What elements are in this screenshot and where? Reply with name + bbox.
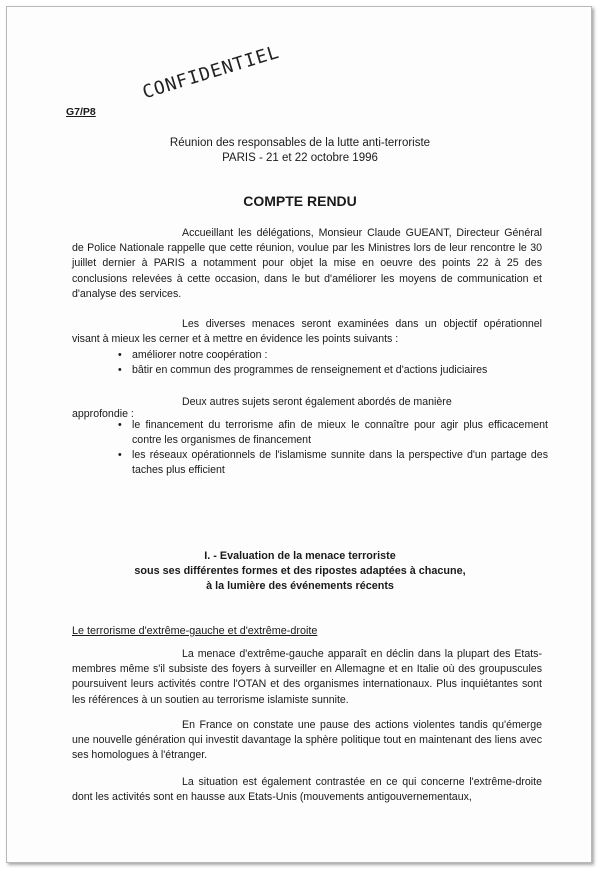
list-item: • le financement du terrorisme afin de mieux le connaître pour agir plus efficacement contre les organismes de financement (118, 418, 548, 448)
paragraph-other-subjects-label: approfondie : (72, 408, 134, 420)
paragraph-far-right: La situation est également contrastée en ce qui concerne l'extrême-droite dont les activités sont en hausse aux Etats-Unis (mouvements antigouvernementaux, (72, 776, 542, 804)
paragraph-other-subjects: Deux autres sujets seront également abordés de manière (182, 396, 452, 408)
paragraph-threats: Les diverses menaces seront examinées dans un objectif opérationnel visant à mieux les cerner et à mettre en évidence les points suivants : (72, 318, 542, 346)
section-subtitle-2: à la lumière des événements récents (206, 580, 394, 592)
list-item: • les réseaux opérationnels de l'islamisme sunnite dans la perspective d'un partage des taches plus efficient (118, 448, 548, 478)
paragraph-welcome: Accueillant les délégations, Monsieur Claude GUEANT, Directeur Général de Police Nationale rappelle que cette réunion, voulue par les Ministres lors de leur rencontre le 30 juillet dernier à PARIS a notamment pour objet la mise en oeuvre des points 22 à 25 des conclusions relevées à cette occasion, dans le but d'améliorer les moyens de communication et d'analyse des services. (72, 227, 542, 300)
bullet-list-subjects (118, 418, 548, 478)
bullet-list-objectives (118, 348, 548, 378)
section-title: I. - Evaluation de la menace terroriste (204, 550, 396, 562)
report-heading: COMPTE RENDU (243, 193, 357, 209)
document-reference: G7/P8 (66, 106, 96, 118)
meeting-place-date: PARIS - 21 et 22 octobre 1996 (222, 152, 378, 164)
paragraph-france: En France on constate une pause des actions violentes tandis qu'émerge une nouvelle génération qui investit davantage la sphère politique tout en maintenant des liens avec ses homologues à l'étranger. (72, 719, 542, 762)
subheading: Le terrorisme d'extrême-gauche et d'extrême-droite (72, 625, 318, 637)
meeting-title: Réunion des responsables de la lutte anti-terroriste (169, 137, 431, 149)
list-item: • bâtir en commun des programmes de renseignement et d'actions judiciaires (118, 363, 548, 378)
confidential-stamp: CONFIDENTIEL (140, 41, 283, 104)
section-subtitle: sous ses différentes formes et des ripostes adaptées à chacune, (134, 565, 466, 577)
paragraph-far-left: La menace d'extrême-gauche apparaît en déclin dans la plupart des Etats-membres même s'il subsiste des foyers à surveiller en Allemagne et en Italie où des groupuscules poursuivent leurs activités contre l'OTAN et des organismes internationaux. Plus inquiétantes sont les références à un soutien au terrorisme islamiste sunnite. (72, 648, 542, 706)
list-item: • améliorer notre coopération : (118, 348, 548, 363)
